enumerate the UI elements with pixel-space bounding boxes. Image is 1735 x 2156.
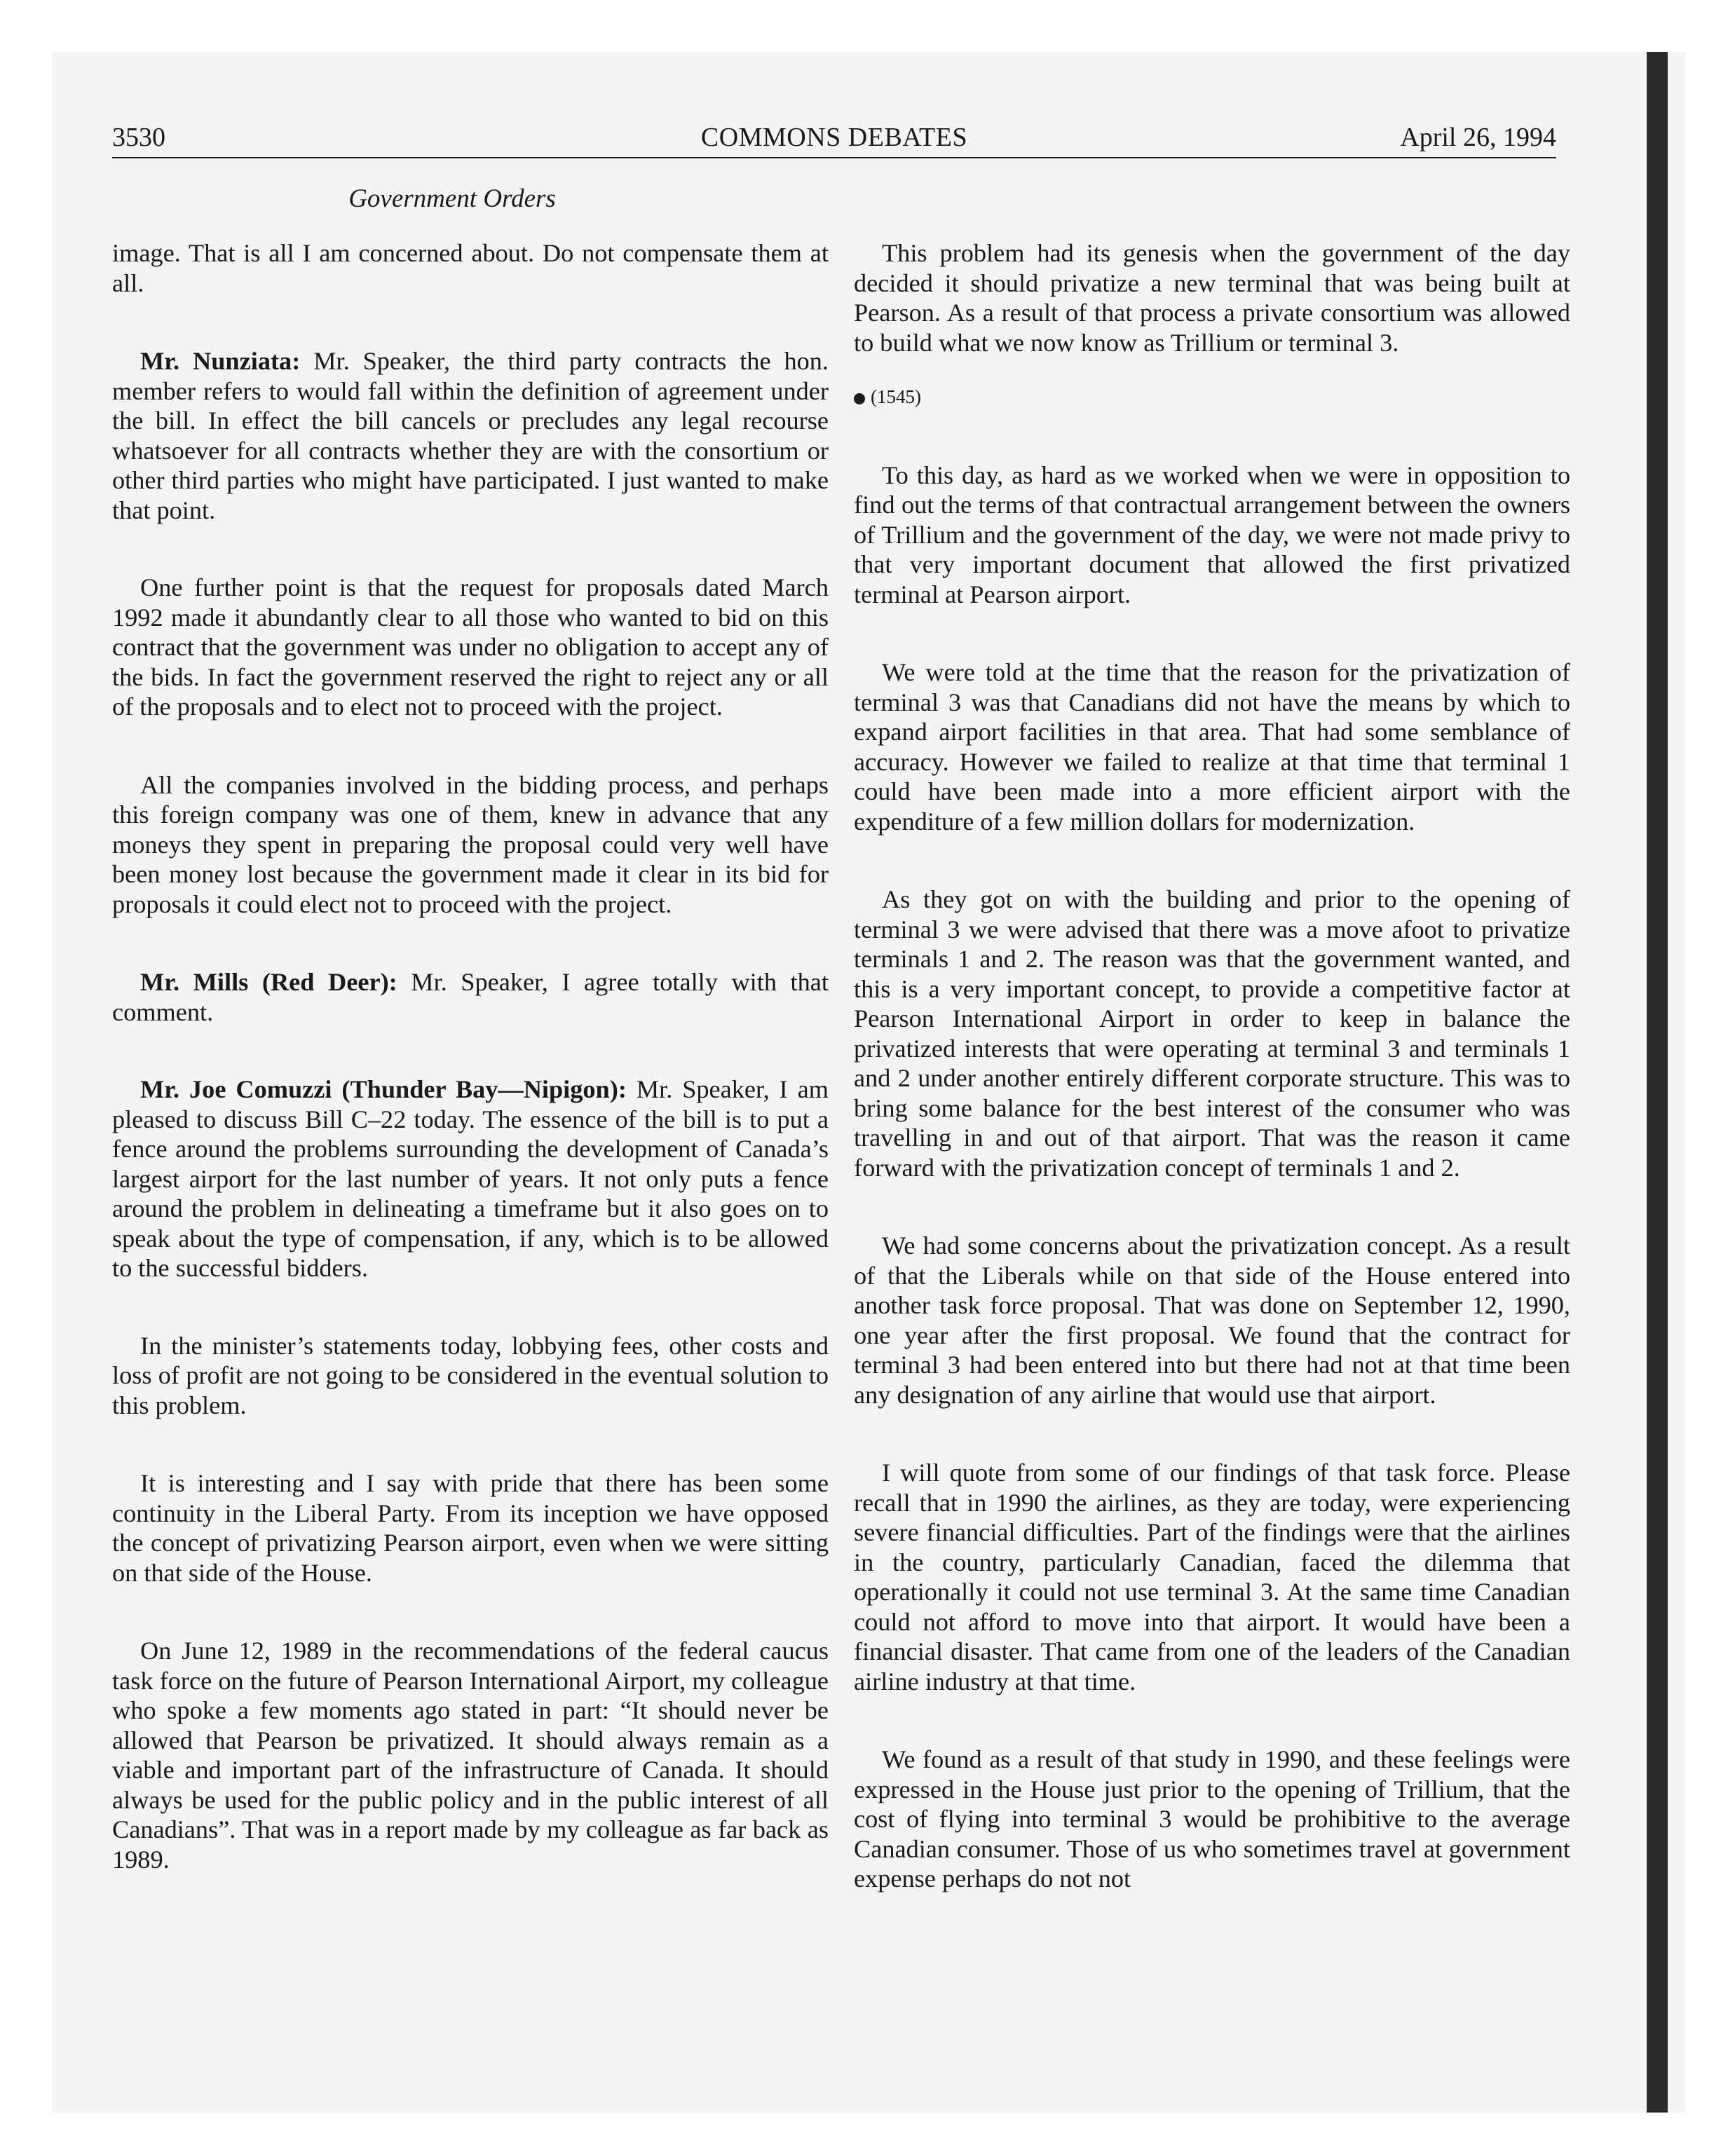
speech-text: Mr. Speaker, I agree totally with that comment. xyxy=(112,968,829,1026)
speaker-name: Mr. Mills (Red Deer): xyxy=(140,968,397,996)
right-column xyxy=(854,238,1570,1942)
scan-edge-shadow xyxy=(1647,52,1668,2113)
page-header xyxy=(112,118,1556,158)
left-column xyxy=(112,238,829,1923)
paragraph: It is interesting and I say with pride that there has been some continuity in the Liberal Party. From its inception we have opposed the concept of privatizing Pearson airport, even when we were sitting on that side of the House. xyxy=(112,1469,829,1587)
paragraph: In the minister’s statements today, lobbying fees, other costs and loss of profit are not going to be considered in the eventual solution to this problem. xyxy=(112,1331,829,1419)
speaker-name: Mr. Nunziata: xyxy=(140,347,301,375)
paragraph: This problem had its genesis when the government of the day decided it should privatize a new terminal that was being built at Pearson. As a result of that process a private consortium was allowed to build what we now know as Trillium or terminal 3. xyxy=(854,239,1570,357)
page-number: 3530 xyxy=(112,123,165,152)
time-marker-text: (1545) xyxy=(871,386,921,407)
publication-title: COMMONS DEBATES xyxy=(700,123,968,152)
paragraph: To this day, as hard as we worked when we were in opposition to find out the terms of that contractual arrangement between the owners of Trillium and the government of the day, we were not made privy to that very important document that allowed the first privatized terminal at Pearson airport. xyxy=(854,460,1570,608)
section-label: Government Orders xyxy=(348,184,556,213)
speech-text: Mr. Speaker, the third party contracts the hon. member refers to would fall within the definition of agreement under the bill. In effect the bill cancels or precludes any legal recourse whatsoever for all contracts whether they are with the consortium or other third parties who might have participated. I just wanted to make that point. xyxy=(112,347,829,524)
paragraph: We were told at the time that the reason for the privatization of terminal 3 was that Canadians did not have the means by which to expand airport facilities in that area. That had some semblance of accuracy. However we failed to realize at that time that terminal 1 could have been made into a more efficient airport with the expenditure of a few million dollars for modernization. xyxy=(854,658,1570,835)
paragraph: One further point is that the request for proposals dated March 1992 made it abundantly clear to all those who wanted to bid on this contract that the government was under no obligation to accept any of the bids. In fact the government reserved the right to reject any or all of the proposals and to elect not to proceed with the project. xyxy=(112,573,829,721)
paragraph: I will quote from some of our findings of that task force. Please recall that in 1990 the airlines, as they are today, were experiencing severe financial difficulties. Part of the findings were that the airlines in the country, particularly Canadian, faced the dilemma that operationally it could not use terminal 3. At the same time Canadian could not afford to move into that airport. It would have been a financial disaster. That came from one of the leaders of the Canadian airline industry at that time. xyxy=(854,1459,1570,1696)
paragraph: All the companies involved in the bidding process, and perhaps this foreign company was one of them, knew in advance that any moneys they spent in preparing the proposal could very well have been money lost because the government made it clear in its bid for proposals it could elect not to proceed with the project. xyxy=(112,770,829,918)
speech-paragraph xyxy=(112,1074,829,1283)
paragraph: image. That is all I am concerned about. Do not compensate them at all. xyxy=(112,239,829,297)
paragraph: We had some concerns about the privatization concept. As a result of that the Liberals while on that side of the House entered into another task force proposal. That was done on September 12, 1990, one year after the first proposal. We found that the contract for terminal 3 had been entered into but there had not at that time been any designation of any airline that would use that airport. xyxy=(854,1231,1570,1409)
paragraph: As they got on with the building and prior to the opening of terminal 3 we were advised that there was a move afoot to privatize terminals 1 and 2. The reason was that the government wanted, and this is a very important concept, to provide a competitive factor at Pearson International Airport in order to keep in balance the privatized interests that were operating at terminal 3 and terminals 1 and 2 under another entirely different corporate structure. This was to bring some balance for the best interest of the consumer who was travelling in and out of that airport. That was the reason it came forward with the privatization concept of terminals 1 and 2. xyxy=(854,885,1570,1182)
paragraph: On June 12, 1989 in the recommendations of the federal caucus task force on the future of Pearson International Airport, my colleague who spoke a few moments ago stated in part: “It should never be allowed that Pearson be privatized. It should always remain as a viable and important part of the infrastructure of Canada. It should always be used for the public policy and in the public interest of all Canadians”. That was in a report made by my colleague as far back as 1989. xyxy=(112,1637,829,1874)
time-marker xyxy=(854,382,1570,412)
speech-paragraph xyxy=(112,967,829,1027)
page-date: April 26, 1994 xyxy=(1400,123,1556,152)
bullet-icon xyxy=(854,393,865,404)
speech-text: Mr. Speaker, I am pleased to discuss Bill C–22 today. The essence of the bill is to put a fence around the problems surrounding the development of Canada’s largest airport for the last number of years. It not only puts a fence around the problem in delineating a timeframe but it also goes on to speak about the type of compensation, if any, which is to be allowed to the successful bidders. xyxy=(112,1075,829,1282)
speech-paragraph xyxy=(112,346,829,525)
speaker-name: Mr. Joe Comuzzi (Thunder Bay—Nipigon): xyxy=(140,1075,627,1103)
paragraph: We found as a result of that study in 1990, and these feelings were expressed in the House just prior to the opening of Trillium, that the cost of flying into terminal 3 would be prohibitive to the average Canadian consumer. Those of us who sometimes travel at government expense perhaps do not not xyxy=(854,1745,1570,1892)
